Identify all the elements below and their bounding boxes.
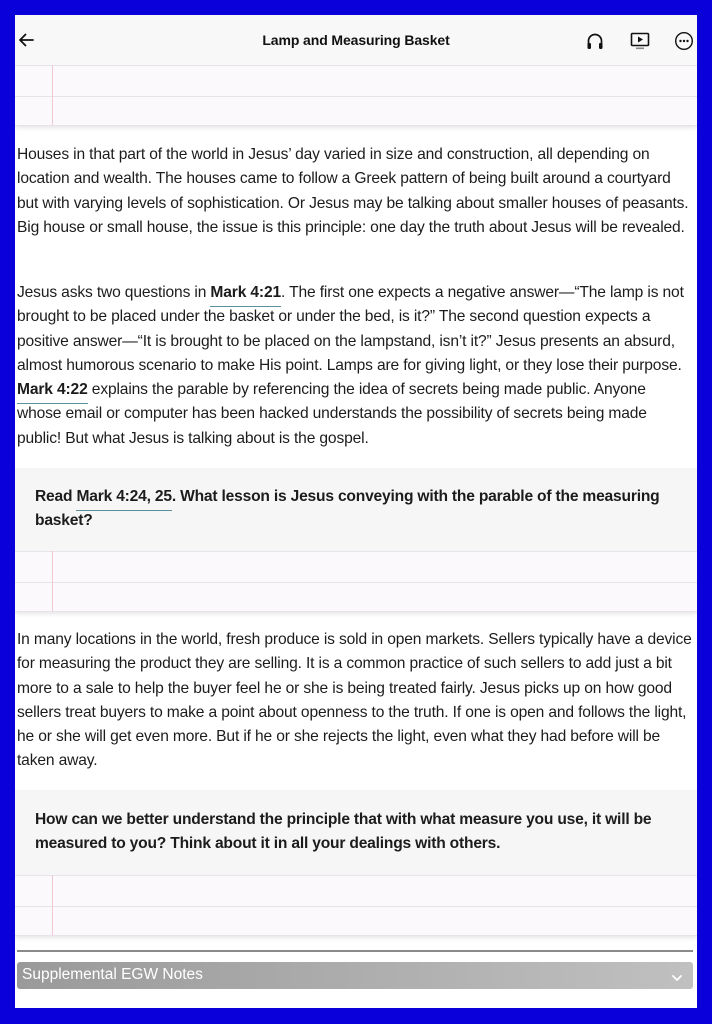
more-options-icon[interactable] [674,31,694,51]
question-suffix: . What lesson is Jesus conveying with the parable of the measuring basket? [35,488,660,530]
scripture-link-mark-4-24-25[interactable]: Mark 4:24, 25 [76,488,171,511]
page-title: Lamp and Measuring Basket [262,32,450,48]
supplemental-label: Supplemental EGW Notes [22,966,203,983]
paragraph-text: . The first one expects a negative answer—“The lamp is not brought to be placed under the basket or under the bed, is it?” The second question expects a positive answer—“It is brought to be placed on the lampstand, isn’t it?” Jesus presents an absurd, almost humorous scenario to make His point. Lamps are for giving light, or they lose their purpose. [17,284,684,374]
notes-line [15,95,697,126]
question-text [35,485,680,534]
question-prefix: Read [35,488,77,505]
chevron-down-icon [671,970,683,980]
notes-margin-line [52,875,53,935]
paragraph-text: In many locations in the world, fresh produce is sold in open markets. Sellers typically have a device for measuring the product they are selling. It is a common practice of such sellers to add just a bit more to a sale to help the buyer feel he or she is being treated fairly. Jesus picks up on how good sellers treat buyers to make a point about openness to the truth. If one is open and follows the light, he or she will get even more. But if he or she rejects the light, even what they had before will be taken away. [17,631,692,770]
paragraph [17,628,693,774]
notes-line [15,65,697,97]
scripture-link-mark-4-21[interactable]: Mark 4:21 [210,284,281,307]
notes-margin-line [52,65,53,125]
notes-area[interactable] [15,551,697,611]
paragraph-text: Houses in that part of the world in Jesus’ day varied in size and construction, all depending on location and wealth. The houses came to follow a Greek pattern of being built around a courtyard but with varying levels of sophistication. Or Jesus may be talking about smaller houses of peasants. Big house or small house, the issue is this principle: one day the truth about Jesus will be revealed. [17,146,689,236]
notes-line [15,551,697,583]
headphones-icon[interactable] [585,31,605,51]
top-bar [15,15,697,66]
notes-margin-line [52,551,53,611]
lesson-page [15,15,697,1008]
notes-line [15,875,697,907]
paragraph [17,143,693,240]
paragraph-text: Jesus asks two questions in [17,284,211,301]
section-divider [17,950,693,952]
question-card [15,468,697,551]
notes-area[interactable] [15,65,697,125]
question-text [35,808,680,857]
question-prefix: How can we better understand the principle that with what measure you use, it will be measured to you? Think about it in all your dealings with others. [35,811,652,853]
paragraph-text: explains the parable by referencing the idea of secrets being made public. Anyone whose email or computer has been hacked understands the possibility of secrets being made public! But what Jesus is talking about is the gospel. [17,381,647,447]
supplemental-egw-notes-toggle[interactable] [17,962,693,989]
video-play-icon[interactable] [630,31,650,51]
notes-area[interactable] [15,875,697,935]
paragraph [17,281,693,451]
notes-line [15,581,697,612]
notes-line [15,905,697,936]
scripture-link-mark-4-22[interactable]: Mark 4:22 [17,381,88,404]
question-card [15,790,697,875]
